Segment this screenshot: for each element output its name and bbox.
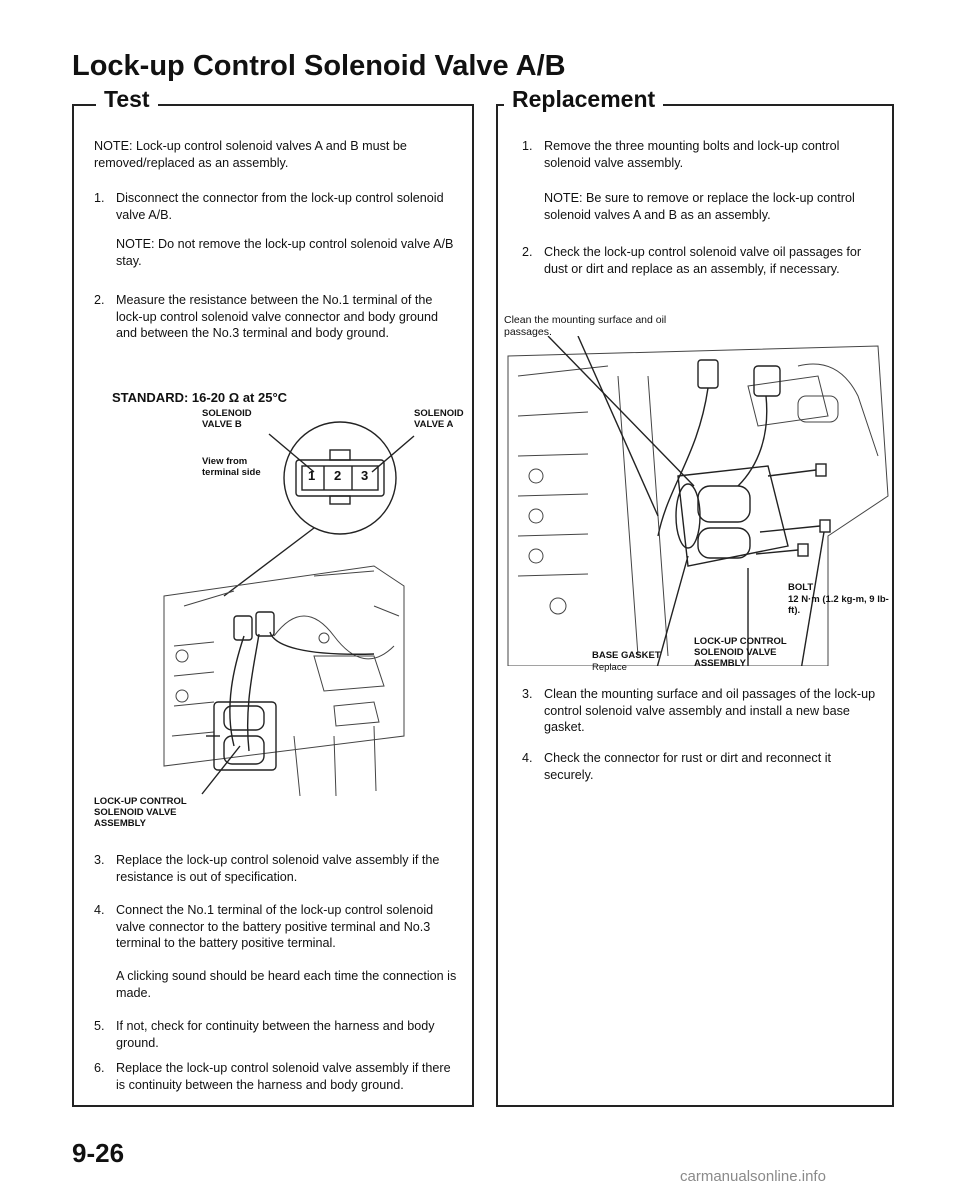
label-solenoid-valve-b: SOLENOID VALVE B xyxy=(202,408,252,430)
label-view-from-terminal-side: View from terminal side xyxy=(202,456,261,478)
step-number: 6. xyxy=(94,1061,105,1075)
step-number: 2. xyxy=(522,245,533,259)
test-step-1-note: NOTE: Do not remove the lock-up control solenoid valve A/B stay. xyxy=(116,237,454,268)
housing-outline xyxy=(164,566,404,766)
label-bolt: BOLT xyxy=(788,582,814,593)
watermark: carmanualsonline.info xyxy=(680,1168,826,1185)
replacement-diagram xyxy=(498,336,892,666)
clean-leader-2 xyxy=(578,336,658,516)
wire-connector-left xyxy=(698,360,718,388)
label-solenoid-valve-a: SOLENOID VALVE A xyxy=(414,408,464,430)
label-base-gasket: BASE GASKET xyxy=(592,650,661,661)
standard-spec: STANDARD: 16-20 Ω at 25°C xyxy=(112,390,288,405)
replacement-panel xyxy=(496,86,894,1107)
step-text: Clean the mounting surface and oil passages of the lock-up control solenoid valve assembly and install a new base gasket. xyxy=(544,687,876,734)
step-text: Measure the resistance between the No.1 terminal of the lock-up control solenoid valve connector and body ground and between the No.3 terminal and body ground. xyxy=(116,293,439,340)
terminal-2: 2 xyxy=(334,468,342,483)
label-assembly: LOCK-UP CONTROL SOLENOID VALVE ASSEMBLY xyxy=(94,796,187,829)
bolt-lower xyxy=(756,544,808,556)
step-text: Check the connector for rust or dirt and reconnect it securely. xyxy=(544,751,831,782)
test-note: NOTE: Lock-up control solenoid valves A and B must be removed/replaced as an assembly. xyxy=(94,139,407,170)
solenoid-lower xyxy=(224,736,264,764)
page-number: 9-26 xyxy=(72,1138,125,1168)
step-number: 1. xyxy=(94,191,105,205)
label-base-gasket-replace: Replace xyxy=(592,662,627,673)
step-text: If not, check for continuity between the harness and body ground. xyxy=(116,1019,435,1050)
solenoid-a xyxy=(698,486,750,522)
step-text: Replace the lock-up control solenoid valve assembly if the resistance is out of specification. xyxy=(116,853,440,884)
page-title: Lock-up Control Solenoid Valve A/B xyxy=(72,50,566,82)
step-number: 5. xyxy=(94,1019,105,1033)
test-step-4-note: A clicking sound should be heard each time the connection is made. xyxy=(116,969,457,1000)
base-gasket xyxy=(676,484,700,548)
step-text: Remove the three mounting bolts and lock-up control solenoid valve assembly. xyxy=(544,139,840,170)
test-panel xyxy=(72,86,474,1107)
bolt-middle xyxy=(760,520,830,532)
step-text: Disconnect the connector from the lock-up control solenoid valve A/B. xyxy=(116,191,444,222)
step-text: Check the lock-up control solenoid valve oil passages for dust or dirt and replace as an assembly, if necessary. xyxy=(544,245,862,276)
label-assembly: LOCK-UP CONTROL SOLENOID VALVE ASSEMBLY xyxy=(694,636,787,669)
valve-a-leader xyxy=(372,436,414,472)
label-bolt-torque: 12 N·m (1.2 kg-m, 9 lb-ft). xyxy=(788,594,889,616)
replacement-step-1-note: NOTE: Be sure to remove or replace the lock-up control solenoid valves A and B as an assembly. xyxy=(544,191,855,222)
solenoid-b xyxy=(698,528,750,558)
wire-connector-b xyxy=(234,616,252,640)
step-number: 4. xyxy=(94,903,105,917)
step-number: 3. xyxy=(522,687,533,701)
terminal-3: 3 xyxy=(361,468,369,483)
test-heading: Test xyxy=(96,86,158,113)
connector-key xyxy=(330,496,350,504)
solenoid-plate xyxy=(678,466,788,566)
bolt-upper xyxy=(768,464,826,476)
step-number: 2. xyxy=(94,293,105,307)
wire-connector-right xyxy=(754,366,780,396)
step-text: Replace the lock-up control solenoid valve assembly if there is continuity between the harness and body ground. xyxy=(116,1061,451,1092)
step-number: 1. xyxy=(522,139,533,153)
replacement-heading: Replacement xyxy=(504,86,663,113)
terminal-1: 1 xyxy=(308,468,316,483)
step-number: 3. xyxy=(94,853,105,867)
caption-clean-surface: Clean the mounting surface and oil passages. xyxy=(504,314,667,338)
wire-connector-a xyxy=(256,612,274,636)
connector-latch xyxy=(330,450,350,460)
clean-leader-1 xyxy=(548,336,694,486)
step-number: 4. xyxy=(522,751,533,765)
step-text: Connect the No.1 terminal of the lock-up control solenoid valve connector to the battery positive terminal and No.3 terminal to the battery positive terminal. xyxy=(116,903,434,950)
